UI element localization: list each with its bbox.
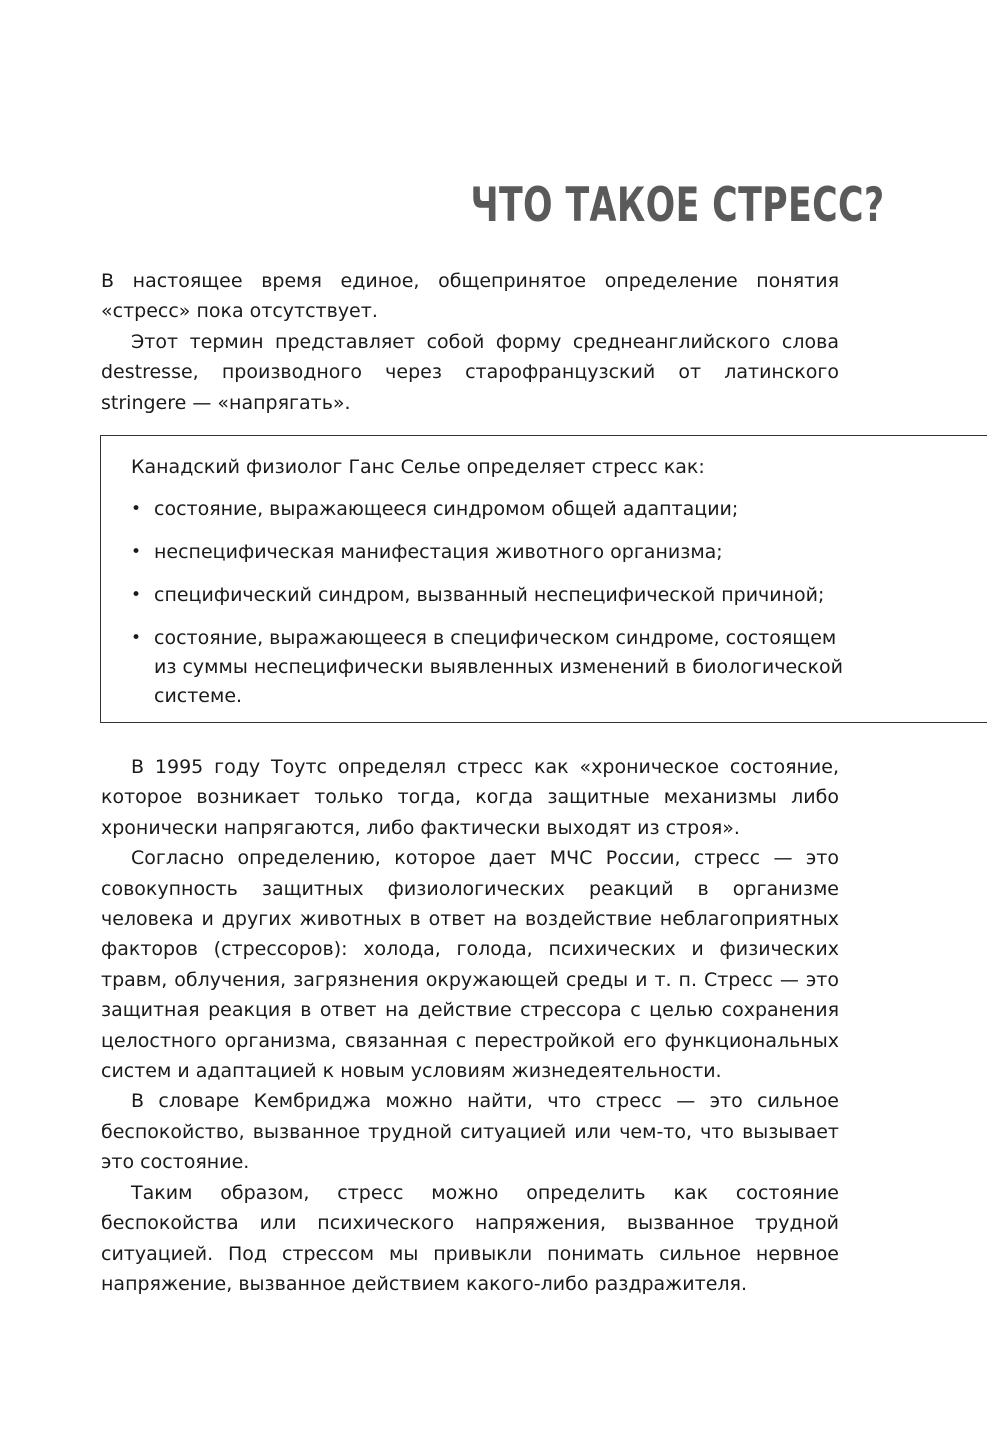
list-item: [131, 538, 851, 567]
body-paragraph-1: В 1995 году Тоутс определял стресс как «хроническое состояние, которое возникает только тогда, когда защитные механизмы либо хронически напрягаются, либо фактически выходят из строя».: [101, 756, 839, 839]
bullet-icon: •: [131, 499, 142, 519]
body-paragraph-2: Согласно определению, которое дает МЧС России, стресс — это совокупность защитных физиологических реакций в организме человека и других животных в ответ на воздействие неблагоприятных факторов (стрессоров): холода, голода, психических и физических травм, облучения, загрязнения окружающей среды и т. п. Стресс — это защитная реакция в ответ на действие стрессора с целью сохранения целостного организма, связанная с перестройкой его функциональных систем и адаптацией к новым условиям жизнедеятельности.: [101, 847, 839, 1083]
body-paragraph-3: В словаре Кембриджа можно найти, что стресс — это сильное беспокойство, вызванное трудной ситуацией или чем-то, что вызывает это состояние.: [101, 1090, 839, 1174]
list-item: [131, 624, 851, 711]
bullet-icon: •: [131, 628, 142, 648]
intro-section: [101, 266, 839, 418]
body-section: [101, 752, 839, 1299]
callout-intro: Канадский физиолог Ганс Селье определяет стресс как:: [131, 456, 705, 478]
list-item: [131, 581, 851, 610]
definition-callout-box: [100, 435, 987, 723]
bullet-icon: •: [131, 542, 142, 562]
list-item-text: состояние, выражающееся в специфическом синдроме, состоящем из суммы неспецифически выявленных изменений в биологической системе.: [154, 627, 844, 707]
list-item-text: специфический синдром, вызванный неспецифической причиной;: [154, 584, 825, 606]
list-item-text: состояние, выражающееся синдромом общей адаптации;: [154, 498, 739, 520]
list-item: [131, 495, 851, 524]
intro-paragraph-2: Этот термин представляет собой форму среднеанглийского слова destresse, производного через старофранцузский от латинского stringere — «напрягать».: [101, 330, 839, 414]
body-paragraph-4: Таким образом, стресс можно определить как состояние беспокойства или психического напряжения, вызванное трудной ситуацией. Под стрессом мы привыкли понимать сильное нервное напряжение, вызванное действием какого-либо раздражителя.: [101, 1181, 839, 1295]
intro-paragraph-1: В настоящее время единое, общепринятое определение понятия «стресс» пока отсутствует.: [101, 270, 839, 323]
list-item-text: неспецифическая манифестация животного организма;: [154, 541, 723, 563]
bullet-icon: •: [131, 585, 142, 605]
chapter-title: ЧТО ТАКОЕ СТРЕСС?: [469, 178, 884, 233]
definition-list: [131, 495, 851, 711]
